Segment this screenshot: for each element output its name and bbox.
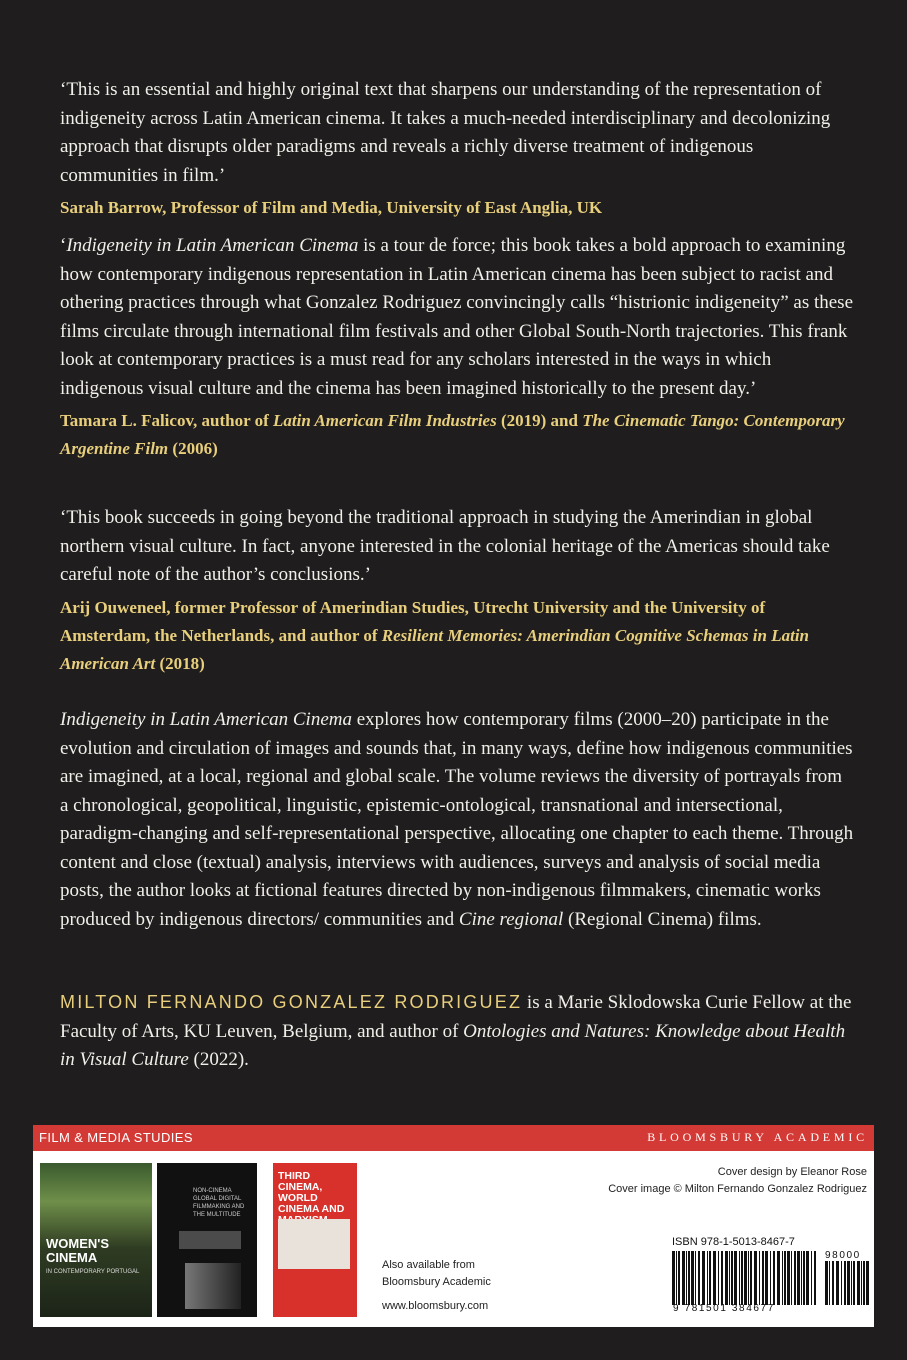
attribution-name: Arij Ouweneel, former Professor of Amerindian Studies, Utrecht University and the University of Amsterdam, the Netherlands, and author of <box>60 597 766 645</box>
publisher-label: BLOOMSBURY ACADEMIC <box>647 1130 868 1144</box>
related-book-cover <box>40 1163 152 1317</box>
description-text: (Regional Cinema) films. <box>563 908 762 930</box>
attribution-text: (2006) <box>168 439 218 458</box>
endorsement-3 <box>60 504 855 678</box>
author-name: MILTON FERNANDO GONZALEZ RODRIGUEZ <box>60 992 523 1012</box>
attribution-text: (2018) <box>155 653 205 673</box>
description-text: explores how contemporary films (2000–20) participate in the evolution and circulation of images and sounds that, in many ways, define how indigenous communities are imagined, at a local, regional and global scale. The volume reviews the diversity of portrayals from a chronological, geopolitical, linguistic, epistemic-ontological, transnational and intersectional, paradigm-changing and self-representational perspective, allocating one chapter to each theme. Through content and close (textual) analysis, interviews with audiences, surveys and analysis of social media posts, the author looks at fictional features directed by non-indigenous filmmakers, cinematic works produced by indigenous directors/ communities and <box>60 709 854 930</box>
endorsement-quote: ‘Indigeneity in Latin American Cinema is a tour de force; this book takes a bold approach to examining how contemporary indigenous representation in Latin American cinema has been subject to racist and othering practices through what Gonzalez Rodriguez convincingly calls “histrionic indigeneity” as these films circulate through international film festivals and other Global South-North trajectories. This frank look at contemporary practices is a must read for any scholars interested in the ways in which indigenous visual culture and the cinema has been imagined historically to the present day.’ <box>60 235 853 399</box>
attribution-text: (2019) and <box>496 411 583 430</box>
cited-book-title: Resilient Memories: Amerindian Cognitive Schemas in Latin American Art <box>60 625 809 673</box>
isbn: ISBN 978-1-5013-8467-7 <box>672 1236 795 1248</box>
publisher-panel <box>33 1125 874 1327</box>
barcode-icon <box>825 1261 869 1305</box>
author-bio <box>60 988 855 1075</box>
endorsement-attribution <box>60 594 855 678</box>
series-label: FILM & MEDIA STUDIES <box>39 1130 193 1145</box>
bio-text: is a Marie Sklodowska Curie Fellow at the Faculty of Arts, KU Leuven, Belgium, and author of <box>60 992 852 1042</box>
attribution-name: Tamara L. Falicov, author of <box>60 411 273 430</box>
bio-text: (2022). <box>188 1049 249 1070</box>
related-book-cover <box>273 1163 357 1317</box>
barcode-digits: 9 781501 384677 <box>673 1303 775 1314</box>
related-book-cover <box>157 1163 257 1317</box>
related-book-title: WOMEN'S CINEMA <box>46 1236 110 1265</box>
cited-book-title: Latin American Film Industries <box>272 411 497 430</box>
cover-photo <box>278 1219 350 1269</box>
barcode-price-code: 98000 <box>825 1250 861 1261</box>
also-available-line: Bloomsbury Academic <box>382 1276 491 1288</box>
cover-image-credit: Cover image © Milton Fernando Gonzalez Rodriguez <box>608 1183 867 1195</box>
endorsement-1 <box>60 76 855 222</box>
book-title: Indigeneity in Latin American Cinema <box>66 235 359 256</box>
endorsement-attribution: Sarah Barrow, Professor of Film and Media, University of East Anglia, UK <box>60 198 603 217</box>
related-book-title: THIRD CINEMA, WORLD CINEMA AND <box>278 1170 345 1215</box>
quote-body: is a tour de force; this book takes a bold approach to examining how contemporary indigenous representation in Latin American cinema has been subject to racist and othering practices through what Gonzalez Rodriguez convincingly calls “histrionic indigeneity” as these films circulate through international film festivals and other Global South-North trajectories. This frank look at contemporary practices is a must read for any scholars interested in the ways in which indigenous visual culture and the cinema has been imagined historically to the present day.’ <box>60 235 853 399</box>
endorsement-quote: ‘This book succeeds in going beyond the traditional approach in studying the Amerindian in global northern visual culture. In fact, anyone interested in the colonial heritage of the Americas should take careful note of the author’s conclusions.’ <box>60 507 830 585</box>
endorsement-quote: ‘This is an essential and highly original text that sharpens our understanding of the representation of indigeneity across Latin American cinema. It takes a much-needed interdisciplinary and decolonizing approach that disrupts older paradigms and reveals a richly diverse treatment of indigenous communities in film.’ <box>60 79 831 186</box>
publisher-website: www.bloomsbury.com <box>382 1300 489 1312</box>
related-book-title: NON-CINEMA GLOBAL DIGITAL FILMMAKING AND THE MULTITUDE <box>193 1188 245 1218</box>
cover-photo <box>185 1263 241 1309</box>
cited-book-title: The Cinematic Tango: Contemporary Argentine Film <box>60 411 845 458</box>
book-title: Indigeneity in Latin American Cinema <box>60 709 352 730</box>
cover-photo <box>179 1231 241 1249</box>
book-description <box>60 706 855 934</box>
series-bar <box>33 1125 874 1151</box>
also-available <box>382 1257 491 1291</box>
author-book-title: Ontologies and Natures: Knowledge about Health in Visual Culture <box>60 1020 846 1070</box>
description-term: Cine regional <box>458 908 564 930</box>
cover-credits <box>608 1164 867 1198</box>
endorsement-2 <box>60 232 855 463</box>
cover-design-credit: Cover design by Eleanor Rose <box>717 1166 867 1178</box>
related-book-subtitle: IN CONTEMPORARY PORTUGAL <box>46 1269 140 1275</box>
also-available-line: Also available from <box>382 1259 475 1271</box>
barcode-icon <box>672 1251 820 1305</box>
endorsement-attribution <box>60 407 855 463</box>
